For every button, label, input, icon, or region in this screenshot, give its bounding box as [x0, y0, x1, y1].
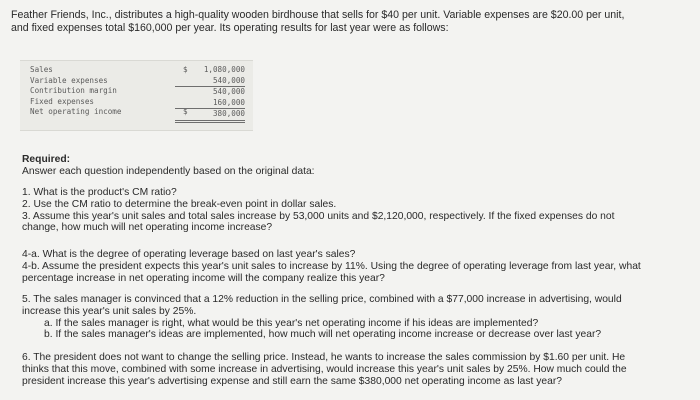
statement-dollar-noi: $ [183, 107, 188, 117]
statement-dollar-sales: $ [183, 65, 188, 74]
question-5b: b. If the sales manager's ideas are implemented, how much will net operating income increase or decrease over last year? [44, 329, 602, 341]
statement-value-net-operating-income: 380,000 [175, 109, 245, 123]
income-statement [20, 60, 253, 131]
statement-label-net-operating-income: Net operating income [30, 107, 122, 117]
statement-values [175, 65, 245, 123]
questions-1-3 [22, 187, 692, 234]
question-3-line-1: 3. Assume this year's unit sales and total sales increase by 53,000 units and $2,120,000, respectively. If the fixed expenses do not [22, 210, 615, 222]
question-5a: a. If the sales manager is right, what would be this year's net operating income if his ideas are implemented? [44, 317, 539, 329]
question-6 [22, 352, 692, 387]
questions-4 [22, 249, 692, 284]
problem-intro [11, 9, 691, 34]
statement-value-variable-expenses: 540,000 [175, 76, 245, 88]
statement-value-fixed-expenses: 160,000 [175, 98, 245, 110]
statement-value-sales: 1,080,000 [203, 65, 245, 74]
question-1: 1. What is the product's CM ratio? [22, 187, 177, 198]
question-5-line-2: increase this year's unit sales by 25%. [22, 305, 197, 317]
question-6-line-1: 6. The president does not want to change the selling price. Instead, he wants to increase the sales commission by $1.60 per unit. He [22, 352, 626, 363]
question-5-line-1: 5. The sales manager is convinced that a 12% reduction in the selling price, combined with a $77,000 increase in advertising, would [22, 294, 622, 305]
question-6-line-3: president increase this year's advertising expense and still earn the same $380,000 net operating income as last year? [22, 375, 563, 387]
question-6-line-2: thinks that this move, combined with some increase in advertising, would increase this year's unit sales by 25%. How much could the [22, 363, 627, 375]
statement-label-contribution-margin: Contribution margin [30, 86, 117, 96]
question-3-line-2: change, how much will net operating income increase? [22, 222, 273, 234]
required-heading: Required: [22, 154, 71, 165]
required-instruction: Answer each question independently based on the original data: [22, 165, 315, 177]
question-5 [22, 294, 692, 341]
intro-line-2: and fixed expenses total $160,000 per year. Its operating results for last year were as follows: [11, 21, 449, 34]
statement-label-fixed-expenses: Fixed expenses [30, 96, 95, 106]
question-2: 2. Use the CM ratio to determine the break-even point in dollar sales. [22, 198, 337, 210]
question-4b-line-2: percentage increase in net operating income will the company realize this year? [22, 272, 385, 284]
required-section [22, 154, 692, 178]
statement-value-contribution-margin: 540,000 [212, 87, 245, 97]
intro-line-1: Feather Friends, Inc., distributes a high-quality wooden birdhouse that sells for $40 per unit. Variable expenses are $20.00 per unit, [11, 9, 625, 21]
question-4b-line-1: 4-b. Assume the president expects this year's unit sales to increase by 11%. Using the degree of operating leverage from last year, what [22, 260, 641, 272]
statement-labels [30, 65, 121, 118]
question-4a: 4-a. What is the degree of operating leverage based on last year's sales? [22, 249, 356, 260]
statement-label-variable-expenses: Variable expenses [30, 75, 108, 85]
statement-label-sales: Sales [30, 65, 53, 74]
